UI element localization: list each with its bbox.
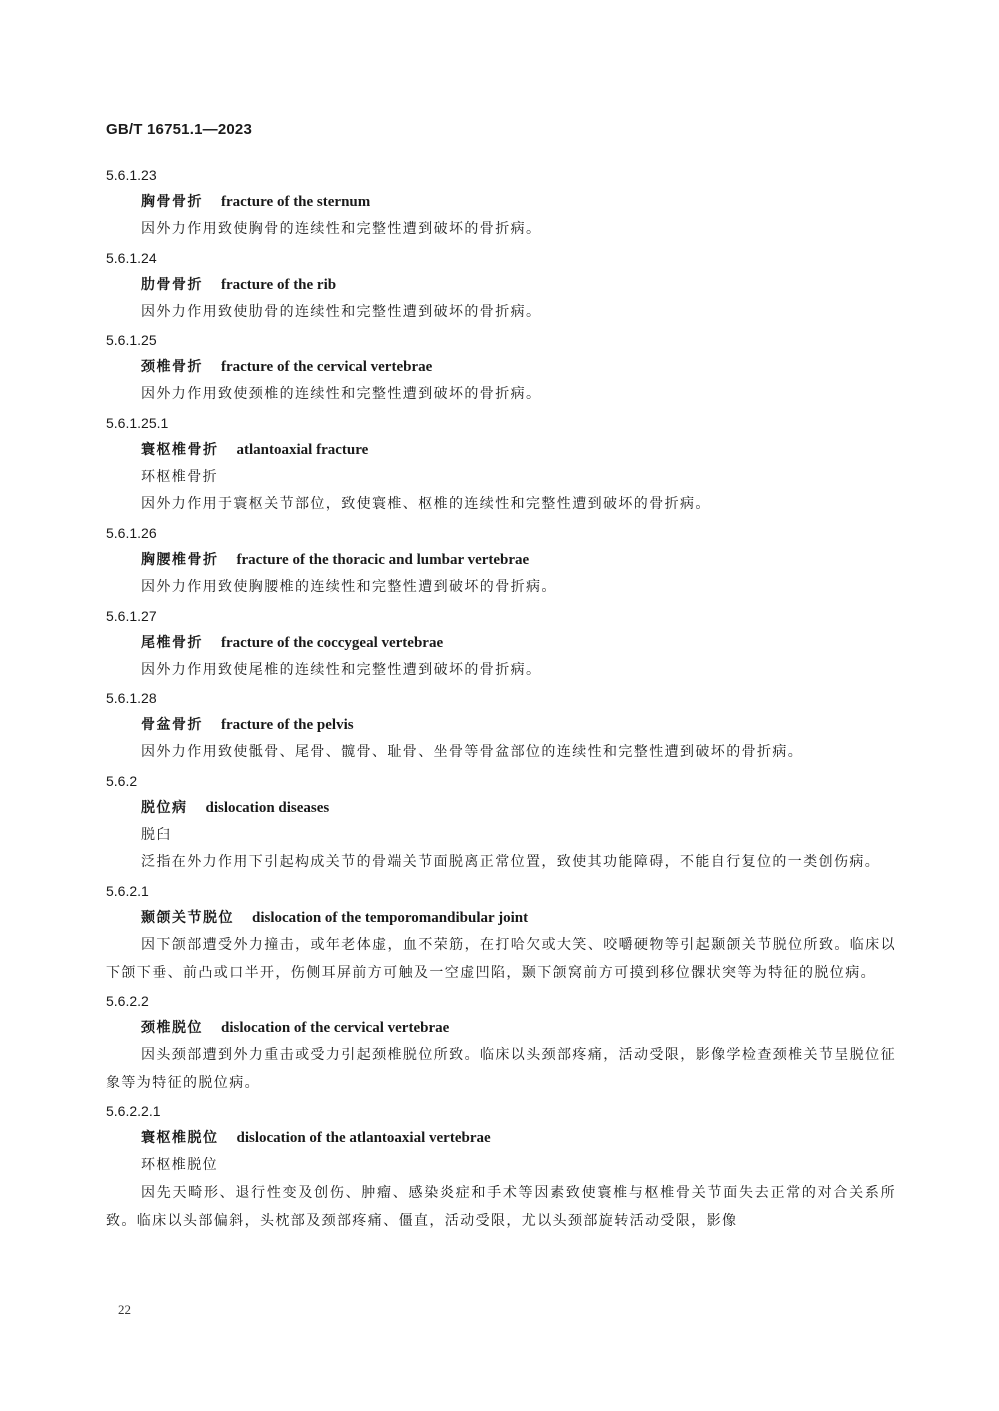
term-heading (106, 272, 896, 299)
clause-number: 5.6.1.23 (106, 167, 157, 183)
term-heading (106, 905, 896, 932)
term-english: dislocation of the temporomandibular joint (252, 909, 529, 926)
term-entry-cervical-dislocation (106, 987, 896, 1097)
term-chinese: 颈椎骨折 (141, 359, 203, 376)
term-english: fracture of the cervical vertebrae (221, 359, 433, 376)
term-definition: 因外力作用致使颈椎的连续性和完整性遭到破坏的骨折病。 (141, 386, 542, 403)
clause-number: 5.6.2.2.1 (106, 1103, 161, 1120)
term-definition: 因外力作用致使胸骨的连续性和完整性遭到破坏的骨折病。 (141, 221, 542, 237)
term-synonym: 脱臼 (141, 826, 172, 843)
term-heading (106, 189, 896, 216)
term-heading (106, 547, 896, 574)
term-english: dislocation diseases (205, 799, 330, 816)
term-definition: 因外力作用致使骶骨、尾骨、髋骨、耻骨、坐骨等骨盆部位的连续性和完整性遭到破坏的骨折病。 (141, 744, 804, 761)
clause-number: 5.6.1.25 (106, 332, 157, 349)
term-entry-cervical-fracture (106, 326, 896, 409)
clause-number: 5.6.1.24 (106, 249, 157, 266)
terms-list (106, 161, 896, 1235)
term-definition: 泛指在外力作用下引起构成关节的骨端关节面脱离正常位置，致使其功能障碍，不能自行复位的一类创伤病。 (141, 854, 881, 871)
clause-number: 5.6.1.28 (106, 690, 157, 707)
clause-number: 5.6.1.27 (106, 607, 157, 624)
term-english: fracture of the coccygeal vertebrae (221, 634, 444, 651)
term-definition: 因外力作用致使尾椎的连续性和完整性遭到破坏的骨折病。 (141, 661, 542, 678)
term-heading (106, 795, 896, 822)
term-synonym: 环枢椎骨折 (141, 468, 218, 485)
term-english: atlantoaxial fracture (236, 441, 369, 458)
term-heading (106, 1125, 896, 1152)
term-entry-coccygeal (106, 602, 896, 685)
clause-number: 5.6.2.2 (106, 993, 149, 1010)
term-entry-rib (106, 244, 896, 327)
term-definition: 因下颌部遭受外力撞击，或年老体虚，血不荣筋，在打哈欠或大笑、咬嚼硬物等引起颞颌关节脱位所致。临床以下颌下垂、前凸或口半开，伤侧耳屏前方可触及一空虚凹陷，颞下颌窝前方可摸到移位髁状突等为特征的脱位病。 (106, 936, 896, 981)
term-chinese: 肋骨骨折 (141, 276, 203, 293)
term-entry-sternum (106, 161, 896, 244)
clause-number: 5.6.1.25.1 (106, 414, 169, 431)
term-entry-dislocation (106, 767, 896, 877)
term-entry-atlantoaxial-dislocation (106, 1097, 896, 1235)
term-english: dislocation of the atlantoaxial vertebrae (236, 1130, 491, 1147)
term-heading (106, 354, 896, 381)
term-chinese: 胸骨骨折 (141, 194, 203, 210)
page-number: 22 (118, 1302, 131, 1317)
clause-number: 5.6.2 (106, 772, 138, 789)
term-definition: 因外力作用致使胸腰椎的连续性和完整性遭到破坏的骨折病。 (141, 578, 557, 595)
term-entry-tmj-dislocation (106, 877, 896, 987)
term-synonym: 环枢椎脱位 (141, 1157, 218, 1174)
term-definition: 因外力作用致使肋骨的连续性和完整性遭到破坏的骨折病。 (141, 303, 542, 320)
term-chinese: 胸腰椎骨折 (141, 551, 219, 568)
term-entry-pelvis (106, 684, 896, 767)
term-definition: 因先天畸形、退行性变及创伤、肿瘤、感染炎症和手术等因素致使寰椎与枢椎骨关节面失去正常的对合关系所致。临床以头部偏斜，头枕部及颈部疼痛、僵直，活动受限，尤以头颈部旋转活动受限，影像 (106, 1184, 896, 1229)
term-entry-thoracolumbar (106, 519, 896, 602)
term-chinese: 颞颌关节脱位 (141, 909, 234, 926)
term-english: fracture of the sternum (221, 194, 371, 210)
term-chinese: 寰枢椎骨折 (141, 441, 219, 458)
clause-number: 5.6.2.1 (106, 882, 149, 899)
term-entry-atlantoaxial-fracture (106, 409, 896, 519)
term-chinese: 颈椎脱位 (141, 1020, 203, 1037)
term-definition: 因外力作用于寰枢关节部位，致使寰椎、枢椎的连续性和完整性遭到破坏的骨折病。 (141, 496, 711, 513)
document-header: GB/T 16751.1—2023 (106, 121, 252, 138)
term-heading (106, 437, 896, 464)
clause-number: 5.6.1.26 (106, 524, 157, 541)
term-chinese: 骨盆骨折 (141, 717, 203, 734)
term-english: dislocation of the cervical vertebrae (221, 1020, 450, 1037)
term-chinese: 脱位病 (141, 799, 188, 816)
term-chinese: 寰枢椎脱位 (141, 1130, 219, 1147)
term-chinese: 尾椎骨折 (141, 634, 203, 651)
term-english: fracture of the pelvis (221, 717, 354, 734)
term-heading (106, 1015, 896, 1042)
term-english: fracture of the thoracic and lumbar vertebrae (236, 551, 530, 568)
term-heading (106, 712, 896, 739)
term-english: fracture of the rib (221, 276, 337, 293)
term-definition: 因头颈部遭到外力重击或受力引起颈椎脱位所致。临床以头颈部疼痛，活动受限，影像学检查颈椎关节呈脱位征象等为特征的脱位病。 (106, 1047, 896, 1091)
term-heading (106, 630, 896, 657)
